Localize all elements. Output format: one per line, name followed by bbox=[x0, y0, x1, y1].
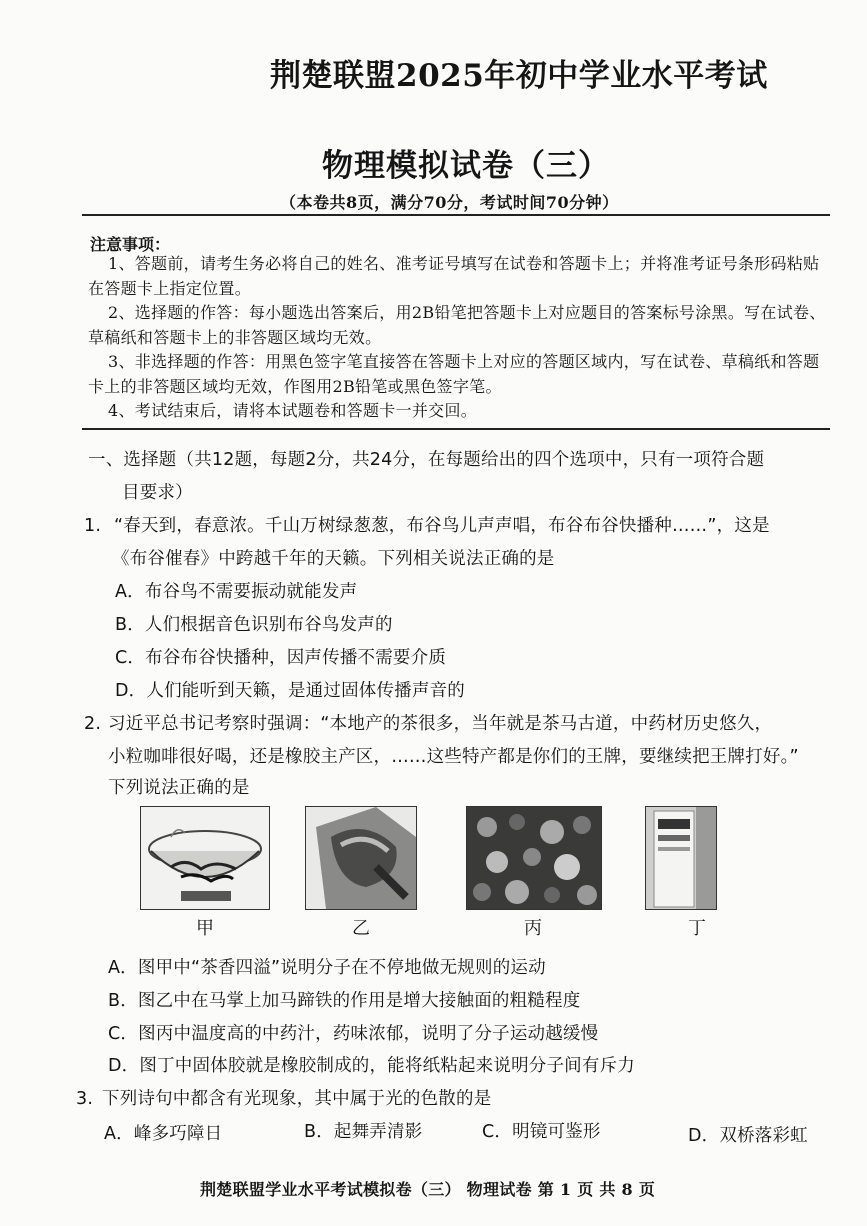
question-3-option-a: A．峰多巧障日 bbox=[104, 1124, 223, 1144]
photo-ding-glue-stick bbox=[645, 806, 717, 910]
question-2-prompt: 下列说法正确的是 bbox=[108, 778, 250, 798]
question-2-option-d: D．图丁中固体胶就是橡胶制成的，能将纸粘起来说明分子间有斥力 bbox=[108, 1056, 635, 1076]
notice-item-1: 1、答题前，请考生务必将自己的姓名、准考证号填写在试卷和答题卡上；并将准考证号条形码粘贴在答题卡上指定位置。 bbox=[88, 254, 820, 298]
caption-yi: 乙 bbox=[352, 918, 370, 939]
notice-item-3: 3、非选择题的作答：用黑色签字笔直接答在答题卡上对应的答题区域内，写在试卷、草稿纸和答题卡上的非答题区域均无效，作图用2B铅笔或黑色签字笔。 bbox=[88, 352, 820, 396]
photo-yi-horseshoe bbox=[305, 806, 417, 910]
section-heading: 一、选择题（共12题，每题2分，共24分，在每题给出的四个选项中，只有一项符合题 bbox=[88, 450, 765, 470]
question-2-number: 2. bbox=[84, 714, 102, 734]
section-heading-cont: 目要求） bbox=[122, 483, 193, 503]
notice-item-4: 4、考试结束后，请将本试题卷和答题卡一并交回。 bbox=[108, 401, 478, 420]
paper-subtitle: 物理模拟试卷（三） bbox=[322, 148, 610, 184]
question-3-option-b: B．起舞弄清影 bbox=[304, 1122, 423, 1142]
question-1-stem-cont: 《布谷催春》中跨越千年的天籁。下列相关说法正确的是 bbox=[112, 549, 555, 569]
top-divider bbox=[82, 214, 830, 216]
question-1-stem: “春天到，春意浓。千山万树绿葱葱，布谷鸟儿声声唱，布谷布谷快播种……”，这是 bbox=[114, 516, 770, 536]
exam-title: 荆楚联盟2025年初中学业水平考试 bbox=[270, 58, 768, 94]
question-2-option-a: A．图甲中“茶香四溢”说明分子在不停地做无规则的运动 bbox=[108, 958, 546, 978]
question-2-stem-cont: 小粒咖啡很好喝，还是橡胶主产区，……这些特产都是你们的王牌，要继续把王牌打好。” bbox=[108, 747, 799, 767]
question-2-option-b: B．图乙中在马掌上加马蹄铁的作用是增大接触面的粗糙程度 bbox=[108, 991, 581, 1011]
photo-jia-tea bbox=[140, 806, 270, 910]
caption-ding: 丁 bbox=[688, 918, 706, 939]
question-1-option-a: A．布谷鸟不需要振动就能发声 bbox=[115, 582, 358, 602]
question-3-stem: 下列诗句中都含有光现象，其中属于光的色散的是 bbox=[102, 1089, 492, 1109]
question-2-option-c: C．图丙中温度高的中药汁，药味浓郁，说明了分子运动越缓慢 bbox=[108, 1024, 599, 1044]
question-3-number: 3. bbox=[76, 1089, 94, 1109]
exam-info: （本卷共8页，满分70分，考试时间70分钟） bbox=[280, 193, 619, 212]
notice-heading: 注意事项： bbox=[90, 235, 171, 254]
question-1-option-b: B．人们根据音色识别布谷鸟发声的 bbox=[115, 615, 393, 635]
question-3-option-c: C．明镜可鉴形 bbox=[482, 1122, 601, 1142]
question-1-number: 1. bbox=[84, 516, 102, 536]
caption-jia: 甲 bbox=[196, 918, 214, 939]
notice-item-2: 2、选择题的作答：每小题选出答案后，用2B铅笔把答题卡上对应题目的答案标号涂黑。写在试卷、草稿纸和答题卡上的非答题区域均无效。 bbox=[88, 303, 826, 347]
question-1-option-d: D．人们能听到天籁，是通过固体传播声音的 bbox=[115, 681, 465, 701]
question-2-stem: 习近平总书记考察时强调：“本地产的茶很多，当年就是茶马古道，中药材历史悠久， bbox=[108, 714, 773, 734]
question-1-option-c: C．布谷布谷快播种，因声传播不需要介质 bbox=[115, 648, 447, 668]
notice-divider bbox=[82, 428, 830, 430]
photo-bing-herbs bbox=[466, 806, 602, 910]
page-footer: 荆楚联盟学业水平考试模拟卷（三） 物理试卷 第 1 页 共 8 页 bbox=[200, 1180, 656, 1199]
caption-bing: 丙 bbox=[524, 918, 542, 939]
question-3-option-d: D．双桥落彩虹 bbox=[688, 1126, 808, 1146]
